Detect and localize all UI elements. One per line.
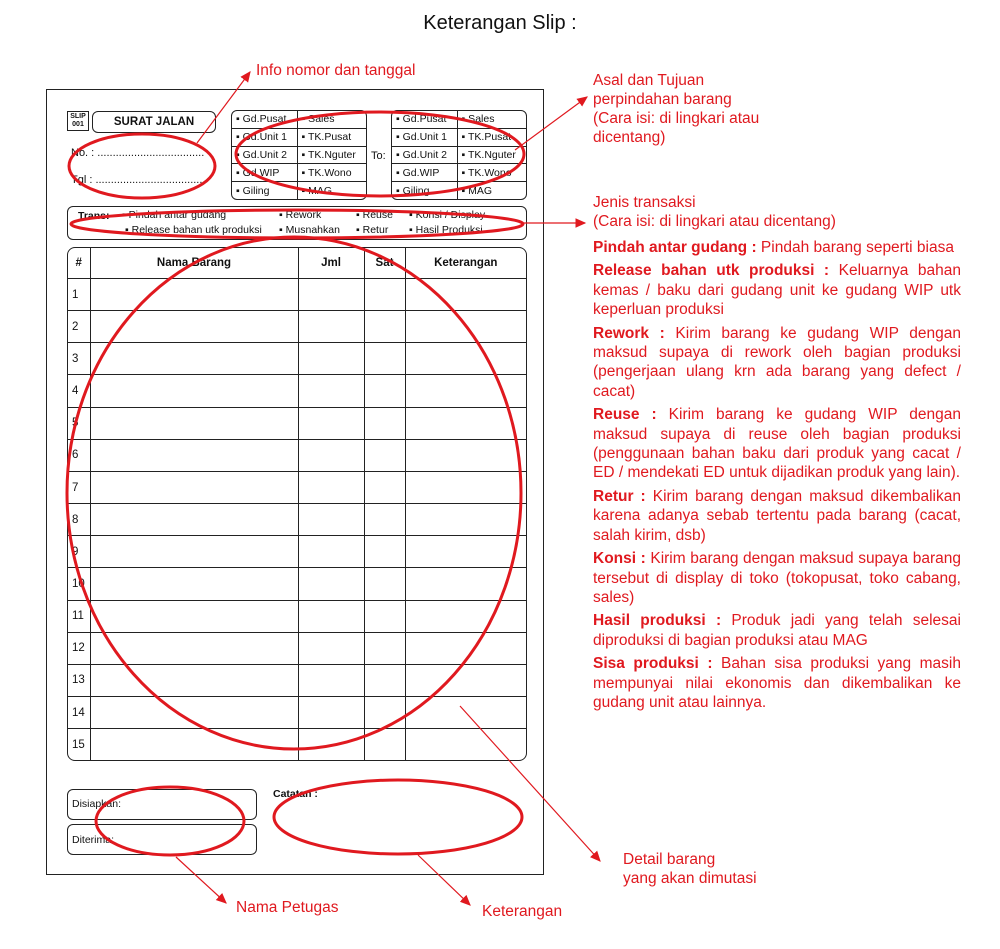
annotation-asal-line: dicentang)	[593, 129, 666, 146]
no-field[interactable]: No. : ...................................	[71, 147, 205, 159]
slip-header: SURAT JALAN	[92, 111, 216, 133]
definition-item	[593, 654, 961, 712]
definition-text: Kirim barang dengan maksud supaya barang tersebut di display di toko (tokopusat, toko cabang, sales)	[593, 550, 962, 606]
row-number: 7	[68, 471, 90, 503]
location-option[interactable]: ▪ Sales	[297, 111, 366, 128]
definition-term: Retur :	[593, 487, 646, 505]
location-option[interactable]: ▪ Giling	[392, 182, 457, 199]
location-option[interactable]: ▪ Gd.Unit 1	[232, 128, 297, 146]
tgl-field[interactable]: Tgl : ...................................	[71, 174, 203, 186]
annotation-detail-line: yang akan dimutasi	[623, 870, 757, 887]
location-option[interactable]: ▪ Gd.Unit 2	[232, 146, 297, 164]
definition-item	[593, 405, 961, 483]
row-number: 2	[68, 311, 90, 343]
location-option[interactable]: ▪ TK.Pusat	[297, 128, 366, 146]
row-number: 12	[68, 632, 90, 664]
location-option[interactable]: ▪ Gd.Unit 1	[392, 128, 457, 146]
definition-item	[593, 611, 961, 650]
definition-text: Kirim barang ke gudang WIP dengan maksud supaya di rework oleh bagian produksi (pengerjaan ulang krn ada barang yang defect / cacat)	[593, 324, 961, 400]
location-option[interactable]: ▪ TK.Nguter	[297, 146, 366, 164]
arrow-asal	[515, 97, 587, 150]
petugas-ellipse	[96, 787, 244, 855]
annotation-asal-line: Asal dan Tujuan	[593, 72, 705, 89]
definition-term: Release bahan utk produksi :	[593, 262, 830, 280]
trans-option[interactable]: ▪ Release bahan utk produksi	[125, 224, 262, 236]
row-number: 1	[68, 279, 90, 311]
location-option[interactable]: ▪ TK.Wono	[457, 164, 526, 182]
definition-text: Keluarnya bahan kemas / baku dari gudang unit ke gudang WIP utk keperluan produksi	[593, 262, 961, 319]
row-number: 4	[68, 375, 90, 407]
disiapkan-label: Disiapkan:	[72, 798, 122, 810]
arrow-keterangan	[418, 855, 470, 905]
location-option[interactable]: ▪ Gd.Pusat	[392, 111, 457, 128]
row-number: 6	[68, 439, 90, 471]
definition-term: Konsi :	[593, 550, 646, 568]
catatan-label: Catatan :	[273, 788, 318, 800]
trans-label: Trans:	[78, 210, 110, 222]
trans-option[interactable]: ▪ Rework	[279, 209, 322, 221]
definition-text: Bahan sisa produksi yang masih mempunyai nilai ekonomis dan dikembalikan ke gudang unit atau lainnya.	[593, 655, 961, 711]
catatan-ellipse	[274, 780, 522, 854]
definition-item	[593, 261, 961, 319]
annotation-asal-line: (Cara isi: di lingkari atau	[593, 110, 760, 127]
location-option[interactable]: ▪ Gd.Pusat	[232, 111, 297, 128]
location-option[interactable]: ▪ Gd.Unit 2	[392, 146, 457, 164]
definition-term: Hasil produksi :	[593, 612, 722, 630]
info-ellipse	[69, 134, 215, 198]
location-option[interactable]: ▪ MAG	[297, 182, 366, 199]
row-number: 15	[68, 729, 90, 760]
trans-option[interactable]: ▪ Musnahkan	[279, 224, 340, 236]
row-number: 9	[68, 536, 90, 568]
location-option[interactable]: ▪ TK.Wono	[297, 164, 366, 182]
col-header-keterangan: Keterangan	[405, 248, 526, 279]
location-option[interactable]: ▪ MAG	[457, 182, 526, 199]
location-option[interactable]: ▪ Gd.WIP	[392, 164, 457, 182]
annotation-keterangan: Keterangan	[482, 903, 563, 920]
trans-option[interactable]: ▪ Pindah antar gudang	[122, 209, 227, 221]
location-option[interactable]: ▪ TK.Nguter	[457, 146, 526, 164]
row-number: 8	[68, 504, 90, 536]
definition-item	[593, 238, 961, 257]
annotation-asal-line: perpindahan barang	[593, 91, 732, 108]
annotation-asal	[593, 71, 759, 147]
definition-item	[593, 324, 961, 402]
location-option[interactable]: ▪ Gd.WIP	[232, 164, 297, 182]
annotation-jenis-line: Jenis transaksi	[593, 194, 696, 211]
trans-option[interactable]: ▪ Reuse	[356, 209, 393, 221]
to-label: To:	[371, 150, 386, 162]
arrow-detail	[460, 706, 600, 861]
row-number: 11	[68, 600, 90, 632]
row-number: 3	[68, 343, 90, 375]
annotation-info: Info nomor dan tanggal	[256, 62, 416, 79]
page-title: Keterangan Slip :	[423, 12, 577, 34]
col-header-nama-barang: Nama Barang	[90, 248, 298, 279]
col-header-number: #	[68, 248, 90, 279]
col-header-sat: Sat	[364, 248, 405, 279]
definition-item	[593, 549, 961, 607]
trans-option[interactable]: ▪ Hasil Produksi	[409, 224, 483, 236]
definition-item	[593, 487, 961, 545]
annotation-jenis	[593, 193, 836, 231]
diterima-label: Diterima:	[72, 834, 115, 846]
annotation-petugas: Nama Petugas	[236, 899, 339, 916]
definition-text: Pindah barang seperti biasa	[756, 239, 954, 256]
row-number: 14	[68, 697, 90, 729]
location-option[interactable]: ▪ Sales	[457, 111, 526, 128]
row-number: 5	[68, 407, 90, 439]
detail-ellipse	[67, 237, 521, 749]
definition-term: Rework :	[593, 324, 665, 342]
row-number: 13	[68, 664, 90, 696]
definition-term: Sisa produksi :	[593, 655, 713, 673]
definition-term: Pindah antar gudang :	[593, 239, 757, 256]
slip-badge-line1: SLIP	[70, 113, 86, 120]
definition-text: Produk jadi yang telah selesai diproduksi di bagian produksi atau MAG	[593, 612, 961, 649]
definition-text: Kirim barang dengan maksud dikembalikan karena adanya sebab tertentu pada barang (cacat, salah kirim, dsb)	[593, 487, 961, 544]
location-option[interactable]: ▪ TK.Pusat	[457, 128, 526, 146]
trans-ellipse	[71, 210, 523, 238]
trans-option[interactable]: ▪ Konsi / Display	[409, 209, 486, 221]
row-number: 10	[68, 568, 90, 600]
col-header-jml: Jml	[298, 248, 364, 279]
definition-text: Kirim barang ke gudang WIP dengan maksud supaya di reuse oleh bagian produksi (penggunaan bahan baku dari produk yang cacat / ED / mendekati ED untuk dijadikan produk yang lain).	[593, 406, 961, 482]
annotation-detail-line: Detail barang	[623, 851, 716, 868]
trans-option[interactable]: ▪ Retur	[356, 224, 389, 236]
annotation-detail	[623, 850, 757, 888]
arrow-info	[197, 72, 250, 143]
location-ellipse	[236, 112, 524, 196]
definition-term: Reuse :	[593, 406, 657, 424]
annotation-jenis-line: (Cara isi: di lingkari atau dicentang)	[593, 213, 836, 230]
slip-badge-line2: 001	[72, 121, 84, 128]
definitions-list	[593, 238, 961, 716]
arrow-petugas	[176, 857, 226, 903]
location-option[interactable]: ▪ Giling	[232, 182, 297, 199]
